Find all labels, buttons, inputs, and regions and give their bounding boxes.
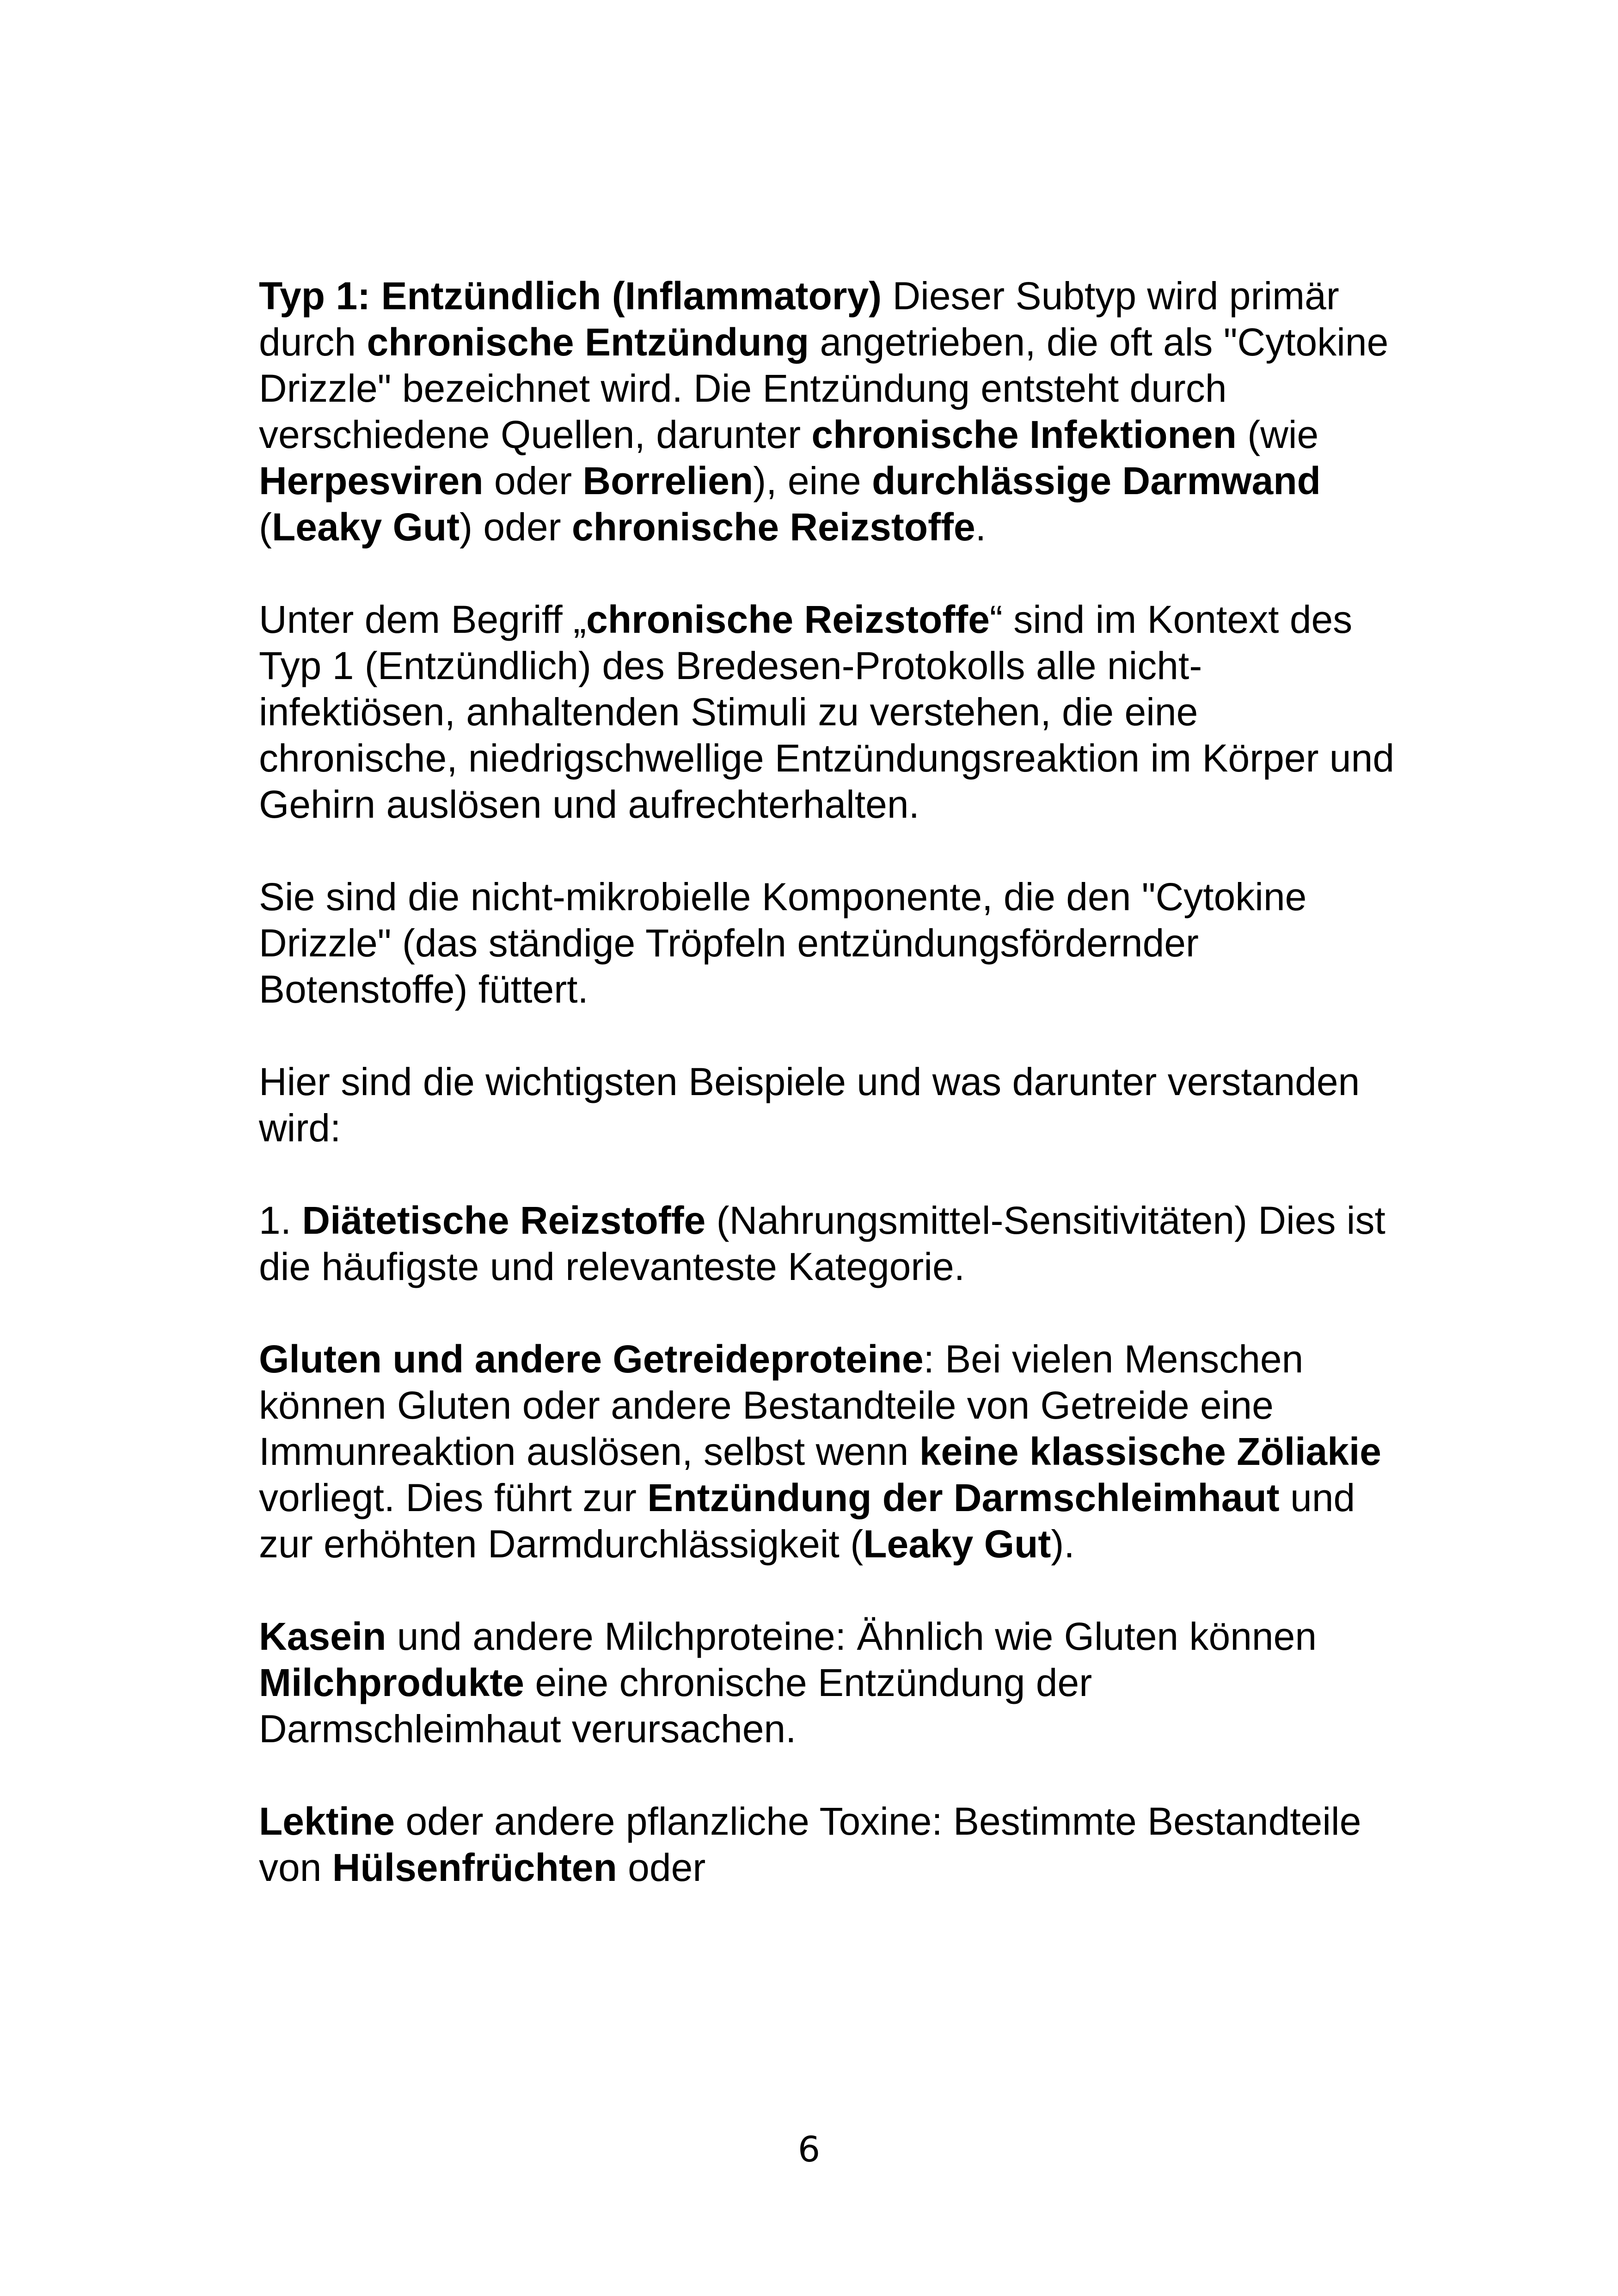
- text-run: Hülsenfrüchten: [332, 1846, 617, 1889]
- text-run: Dieser Subtyp wird primär durch: [259, 274, 1339, 364]
- text-run: Lektine: [259, 1800, 395, 1843]
- text-run: Kasein: [259, 1615, 386, 1658]
- text-run: Typ 1: Entzündlich (Inflammatory): [259, 274, 882, 318]
- text-run: eine chronische Entzündung der Darmschleimhaut verursachen.: [259, 1661, 1092, 1751]
- text-run: Leaky Gut: [271, 505, 460, 549]
- text-run: Diätetische Reizstoffe: [302, 1199, 706, 1242]
- text-run: Sie sind die nicht-mikrobielle Komponente, die den "Cytokine Drizzle" (das ständige Tröpfeln entzündungsfördernder Botenstoffe) füttert.: [259, 875, 1307, 1011]
- text-run: Leaky Gut: [863, 1522, 1051, 1566]
- paragraph-dietary-irritants: [259, 1197, 1396, 1290]
- paragraph-lektine: [259, 1798, 1396, 1891]
- text-run: oder andere pflanzliche Toxine: Bestimmte Bestandteile von: [259, 1800, 1361, 1889]
- text-run: durchlässige Darmwand: [872, 459, 1321, 502]
- text-run: chronische Reizstoffe: [586, 598, 990, 641]
- text-run: angetrieben, die oft als "Cytokine Drizzle" bezeichnet wird. Die Entzündung entsteht durch verschiedene Quellen, darunter: [259, 320, 1389, 456]
- text-run: und zur erhöhten Darmdurchlässigkeit (: [259, 1476, 1355, 1566]
- paragraph-kasein: [259, 1613, 1396, 1752]
- body-text: [259, 273, 1396, 1937]
- page-number: 6: [797, 2129, 821, 2170]
- paragraph-gluten: [259, 1336, 1396, 1567]
- text-run: 1.: [259, 1199, 302, 1242]
- text-run: .: [975, 505, 987, 549]
- paragraph-examples-intro: [259, 1059, 1396, 1151]
- text-run: Entzündung der Darmschleimhaut: [647, 1476, 1280, 1519]
- text-run: vorliegt. Dies führt zur: [259, 1476, 648, 1519]
- text-run: Herpesviren: [259, 459, 484, 502]
- paragraph-typ1-intro: [259, 273, 1396, 550]
- text-run: ).: [1051, 1522, 1075, 1566]
- text-run: Borrelien: [582, 459, 754, 502]
- text-run: Unter dem Begriff „: [259, 598, 587, 641]
- paragraph-reizstoffe-definition: [259, 596, 1396, 827]
- text-run: (: [259, 505, 272, 549]
- text-run: ), eine: [753, 459, 872, 502]
- text-run: keine klassische Zöliakie: [919, 1430, 1382, 1473]
- text-run: chronische Reizstoffe: [571, 505, 975, 549]
- text-run: (Nahrungsmittel-Sensitivitäten) Dies ist die häufigste und relevanteste Kategorie.: [259, 1199, 1385, 1288]
- text-run: chronische Entzündung: [367, 320, 809, 364]
- text-run: ) oder: [460, 505, 572, 549]
- text-run: Gluten und andere Getreideproteine: [259, 1337, 924, 1381]
- text-run: Hier sind die wichtigsten Beispiele und was darunter verstanden wird:: [259, 1060, 1360, 1150]
- text-run: : Bei vielen Menschen können Gluten oder andere Bestandteile von Getreide eine Immunreaktion auslösen, selbst wenn: [259, 1337, 1304, 1473]
- text-run: oder: [483, 459, 583, 502]
- text-run: (wie: [1236, 413, 1319, 456]
- paragraph-cytokine-drizzle: [259, 874, 1396, 1012]
- text-run: Milchprodukte: [259, 1661, 525, 1704]
- text-run: chronische Infektionen: [811, 413, 1237, 456]
- text-run: oder: [617, 1846, 706, 1889]
- text-run: “ sind im Kontext des Typ 1 (Entzündlich) des Bredesen-Protokolls alle nicht-infektiösen, anhaltenden Stimuli zu verstehen, die eine chronische, niedrigschwellige Entzündungsreaktion im Körper und Gehirn auslösen und aufrechterhalten.: [259, 598, 1395, 826]
- text-run: und andere Milchproteine: Ähnlich wie Gluten können: [386, 1615, 1317, 1658]
